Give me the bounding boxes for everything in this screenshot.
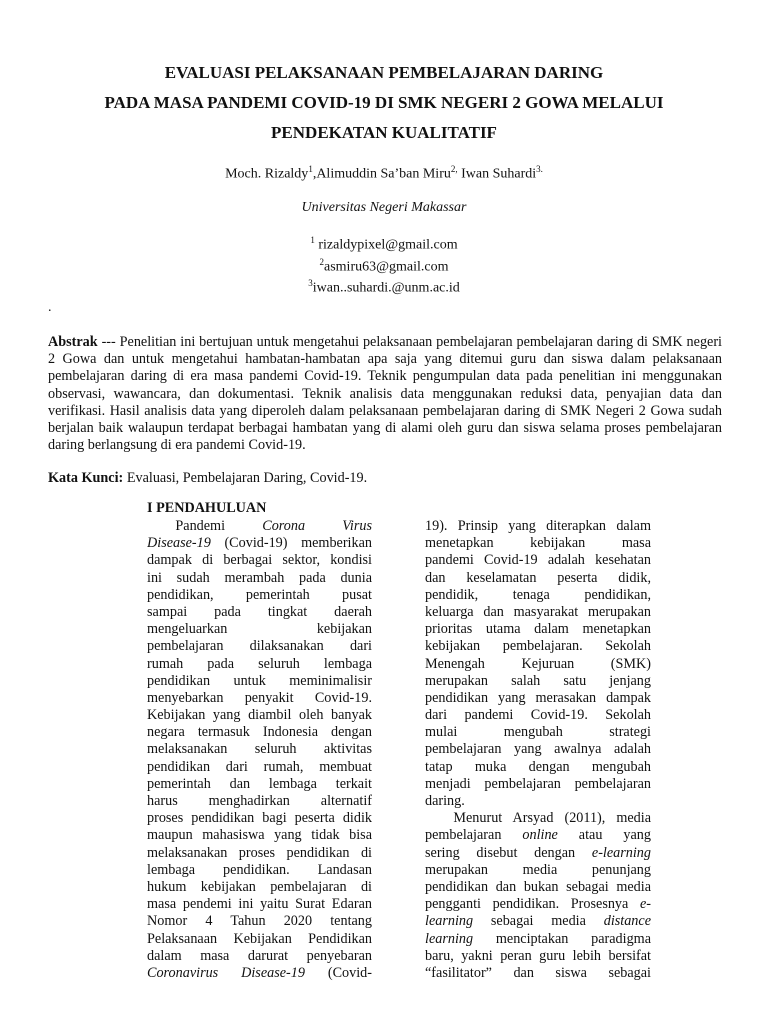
col1-line: Nomor 4 Tahun 2020 tentang — [147, 913, 372, 930]
abstract — [48, 334, 722, 454]
col1-line: pembelajaran dilaksanakan dari — [147, 638, 372, 655]
col1-line: Kebijakan yang diambil oleh banyak — [147, 707, 372, 724]
col1-line: sampai pada tingkat daerah — [147, 603, 372, 620]
stray-dot: . — [48, 300, 52, 315]
col1-line: hukum kebijakan pembelajaran di — [147, 878, 372, 895]
body-column-right — [425, 518, 651, 982]
col2-line: merupakan media penunjang — [425, 861, 651, 878]
col1-line: melaksanakan seluruh aktivitas — [147, 741, 372, 758]
col1-line: proses pendidikan bagi peserta didik — [147, 810, 372, 827]
col2-line: baru, yakni peran guru lebih bersifat — [425, 947, 651, 964]
email-1-sup: 1 — [310, 235, 315, 245]
col2-line: learning menciptakan paradigma — [425, 930, 651, 947]
col1-line: pemerintah dan lembaga terkait — [147, 775, 372, 792]
col1-line: melaksanakan proses pendidikan di — [147, 844, 372, 861]
col1-line: menyebarkan penyakit Covid-19. — [147, 689, 372, 706]
abstract-label: Abstrak — [48, 334, 98, 350]
col1-line: Disease-19 (Covid-19) memberikan — [147, 535, 372, 552]
col1-line: mengeluarkan kebijakan — [147, 621, 372, 638]
col2-line: sering disebut dengan e-learning — [425, 844, 651, 861]
col1-line: rumah pada seluruh lembaga — [147, 655, 372, 672]
col1-line: pendidikan dari rumah, membuat — [147, 758, 372, 775]
col2-line: dan keselamatan peserta didik, — [425, 569, 651, 586]
author-2: ,Alimuddin Sa’ban Miru — [312, 166, 451, 182]
col2-line: menjadi pembelajaran pembelajaran — [425, 775, 651, 792]
col2-line: learning sebagai media distance — [425, 913, 651, 930]
col1-line: Coronavirus Disease-19 (Covid- — [147, 964, 372, 981]
col2-line: pembelajaran yang awalnya adalah — [425, 741, 651, 758]
col2-line: pandemi Covid-19 adalah kesehatan — [425, 552, 651, 569]
email-3 — [0, 275, 768, 297]
col2-line: menetapkan kebijakan masa — [425, 535, 651, 552]
col2-line: pembelajaran online atau yang — [425, 827, 651, 844]
col2-line: prioritas utama dalam menetapkan — [425, 621, 651, 638]
col1-line: dalam masa darurat penyebaran — [147, 947, 372, 964]
section-heading: I PENDAHULUAN — [147, 500, 267, 516]
col1-line: masa pendemi ini yaitu Surat Edaran — [147, 896, 372, 913]
abstract-text: --- Penelitian ini bertujuan untuk mengetahui pelaksanaan pembelajaran pembelajaran daring di SMK negeri 2 Gowa dan untuk mengetahui hambatan-hambatan apa saja yang ditemui guru dan siswa dalam pelaksanaan pembelajaran daring di era masa pandemi Covid-19. Teknik pengumpulan data pada penelitian ini menggunakan observasi, wawancara, dan dokumentasi. Teknik analisis data menggunakan reduksi data, penyajian data dan verifikasi. Hasil analisis data yang diperoleh dalam pelaksanaan pembelajaran daring di SMK Negeri 2 Gowa sudah berjalan baik walaupun terdapat berbagai hambatan yang di alami oleh guru dan siswa selama proses pembelajaran daring berlangsung di era pandemi Covid-19. — [48, 334, 722, 454]
email-1 — [0, 232, 768, 254]
keywords-label: Kata Kunci: — [48, 470, 124, 486]
col1-line: negara termasuk Indonesia dengan — [147, 724, 372, 741]
col2-line: tatap muka dengan mengubah — [425, 758, 651, 775]
col1-line: pendidikan untuk meminimalisir — [147, 672, 372, 689]
affiliation: Universitas Negeri Makassar — [301, 200, 467, 215]
email-list — [0, 232, 768, 297]
email-2-sup: 2 — [319, 256, 324, 267]
email-3-sup: 3 — [308, 278, 313, 289]
email-2 — [0, 254, 768, 276]
col2-line: pendidik, tenaga pendidikan, — [425, 586, 651, 603]
author-1: Moch. Rizaldy — [225, 166, 309, 182]
col2-line: merupakan salah satu jenjang — [425, 672, 651, 689]
email-2-text: asmiru63@gmail.com — [324, 259, 449, 275]
col2-line: pendidikan dan bukan sebagai media — [425, 878, 651, 895]
title-line-3: PENDEKATAN KUALITATIF — [271, 123, 497, 142]
email-1-text: rizaldypixel@gmail.com — [314, 237, 458, 253]
col2-line: “fasilitator” dan siswa sebagai — [425, 964, 651, 981]
col1-line: pendidikan, pemerintah pusat — [147, 586, 372, 603]
col1-line: lembaga pendidikan. Landasan — [147, 861, 372, 878]
title-line-2: PADA MASA PANDEMI COVID-19 DI SMK NEGERI 2 GOWA MELALUI — [104, 93, 664, 112]
col2-line: pendidikan yang merasakan dampak — [425, 689, 651, 706]
keywords-text: Evaluasi, Pembelajaran Daring, Covid-19. — [123, 470, 368, 486]
email-3-text: iwan..suhardi.@unm.ac.id — [312, 280, 460, 296]
col1-line: Pandemi Corona Virus — [175, 518, 372, 534]
col1-line: maupun mahasiswa yang tidak bisa — [147, 827, 372, 844]
col2-line: pengganti pendidikan. Prosesnya e- — [425, 896, 651, 913]
col2-line: 19). Prinsip yang diterapkan dalam — [425, 518, 651, 534]
col1-line: harus menghadirkan alternatif — [147, 793, 372, 809]
col1-line: ini sudah merambah pada dunia — [147, 569, 372, 586]
col1-line: Pelaksanaan Kebijakan Pendidikan — [147, 930, 372, 947]
author-2-sup: 2, — [450, 164, 458, 174]
col2-line: kebijakan pembelajaran. Sekolah — [425, 638, 651, 655]
col2-line: keluarga dan masyarakat merupakan — [425, 603, 651, 620]
col2-line: dari pandemi Covid-19. Sekolah — [425, 707, 651, 724]
col2-line: daring. — [425, 793, 465, 809]
col2-line: Menurut Arsyad (2011), media — [453, 810, 651, 827]
author-3-sup: 3. — [536, 164, 543, 174]
col2-line: Menengah Kejuruan (SMK) — [425, 655, 651, 672]
col2-line: mulai mengubah strategi — [425, 724, 651, 741]
author-1-sup: 1 — [308, 164, 313, 174]
keywords — [48, 470, 722, 487]
paper-title — [0, 58, 768, 148]
author-3: Iwan Suhardi — [457, 166, 537, 182]
author-list — [0, 164, 768, 183]
body-column-left — [147, 518, 372, 982]
col1-line: dampak di berbagai sektor, kondisi — [147, 552, 372, 569]
title-line-1: EVALUASI PELAKSANAAN PEMBELAJARAN DARING — [164, 63, 604, 82]
